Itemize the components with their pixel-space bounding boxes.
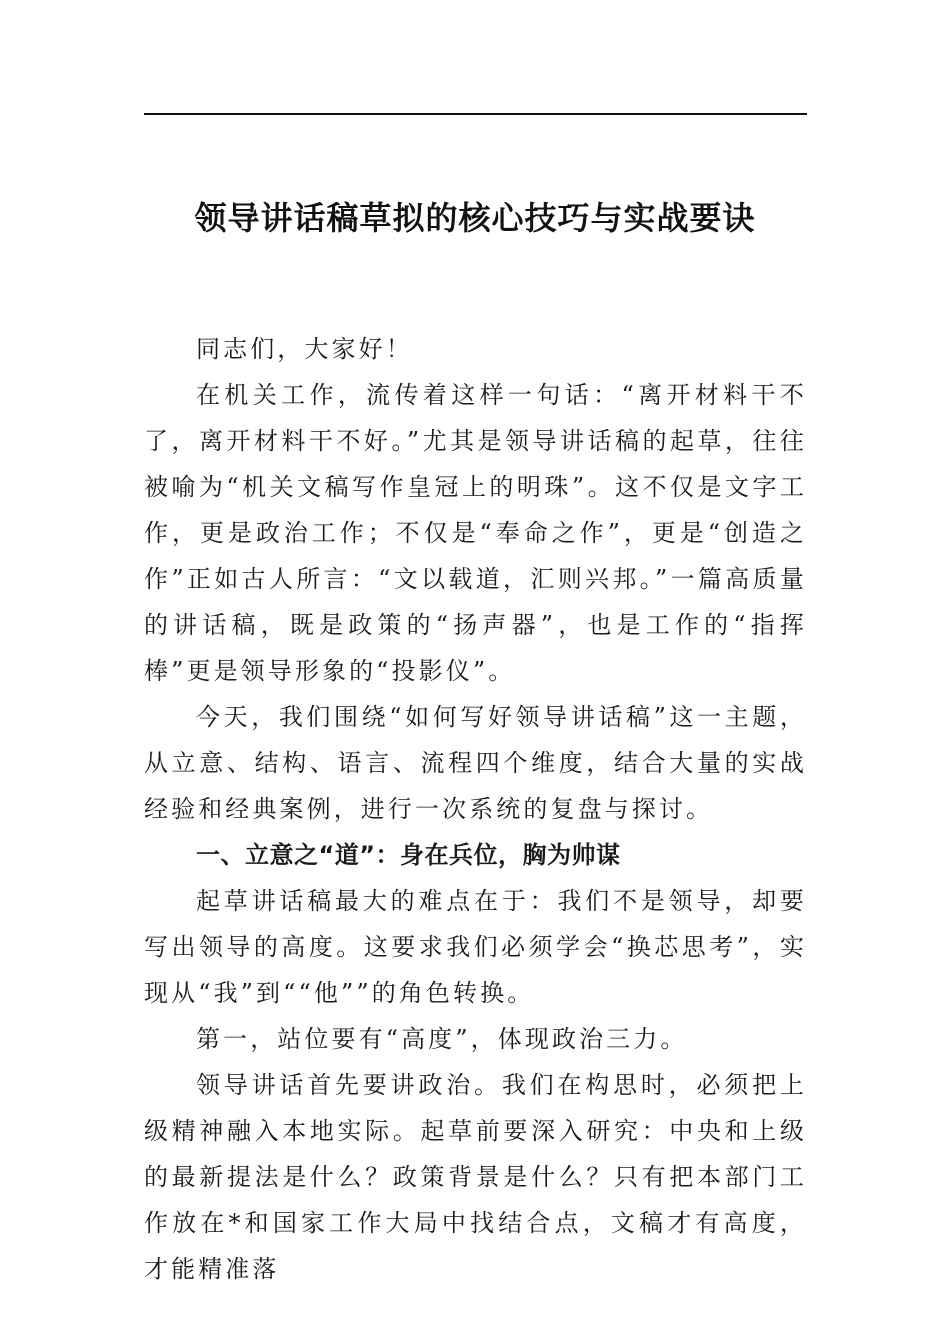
intro-paragraph: 在机关工作，流传着这样一句话：“离开材料干不了，离开材料干不好。”尤其是领导讲话稿的起草，往往被喻为“机关文稿写作皇冠上的明珠”。这不仅是文字工作，更是政治工作；不仅是“奉命之作”，更是“创造之作”正如古人所言：“文以载道，汇则兴邦。”一篇高质量的讲话稿，既是政策的“扬声器”，也是工作的“指挥棒”更是领导形象的“投影仪”。	[144, 381, 807, 685]
politics-paragraph: 领导讲话首先要讲政治。我们在构思时，必须把上级精神融入本地实际。起草前要深入研究：中央和上级的最新提法是什么？政策背景是什么？只有把本部门工作放在*和国家工作大局中找结合点，文稿才有高度，才能精准落	[144, 1071, 807, 1283]
greeting-paragraph: 同志们，大家好！	[196, 335, 413, 363]
document-body	[144, 326, 807, 1292]
first-point-paragraph: 第一，站位要有“高度”，体现政治三力。	[196, 1025, 688, 1053]
document-title: 领导讲话稿草拟的核心技巧与实战要诀	[194, 199, 756, 237]
header-rule	[144, 113, 807, 115]
topic-paragraph: 今天，我们围绕“如何写好领导讲话稿”这一主题，从立意、结构、语言、流程四个维度，结合大量的实战经验和经典案例，进行一次系统的复盘与探讨。	[144, 703, 807, 823]
section-heading: 一、立意之“道”：身在兵位，胸为帅谋	[196, 841, 621, 869]
section-intro-paragraph: 起草讲话稿最大的难点在于：我们不是领导，却要写出领导的高度。这要求我们必须学会“换芯思考”，实现从“我”到““他””的角色转换。	[144, 887, 807, 1007]
